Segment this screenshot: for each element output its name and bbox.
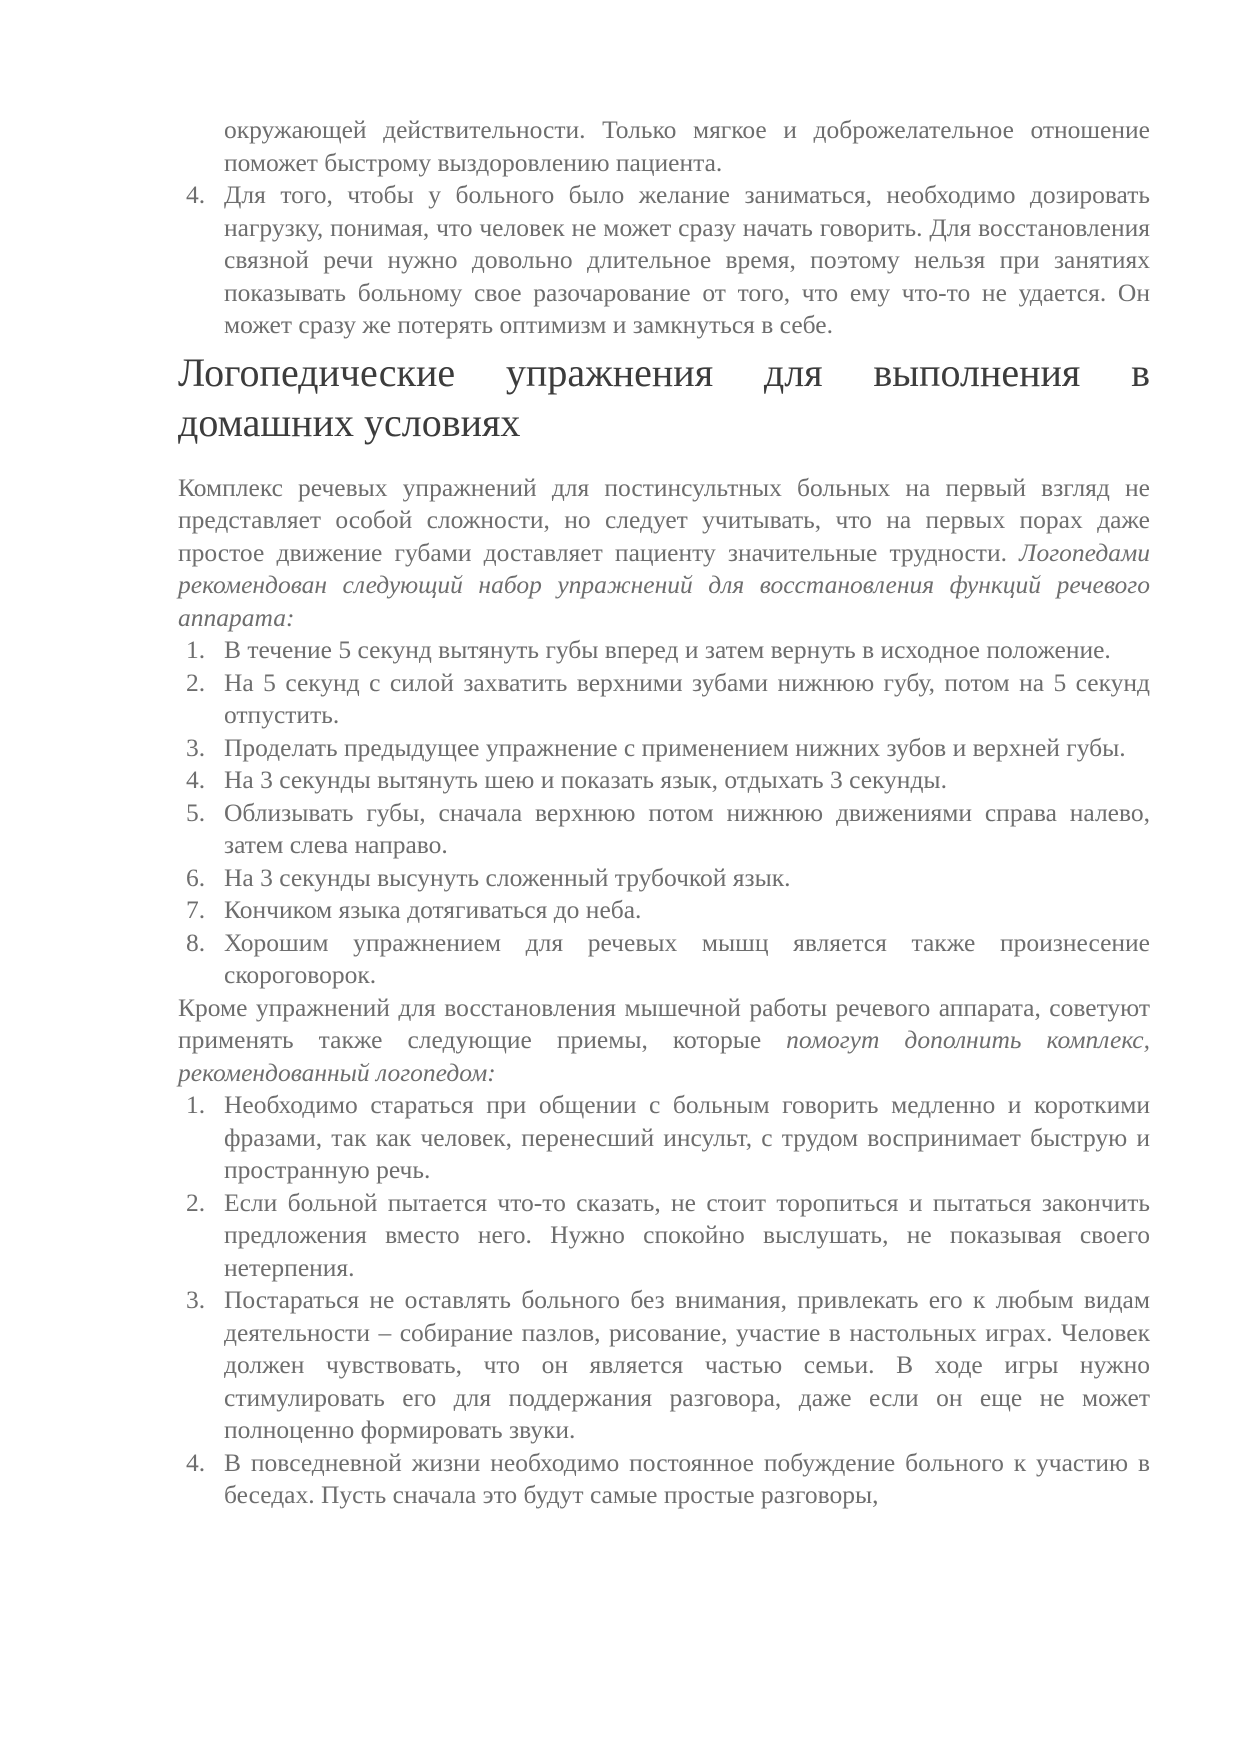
list-number: 7. — [186, 895, 206, 924]
list-number: 1. — [186, 635, 206, 664]
list-item — [178, 1089, 1150, 1187]
list-item-text: Хорошим упражнением для речевых мышц является также произнесение скороговорок. — [224, 927, 1150, 989]
list-number: 6. — [186, 862, 206, 892]
list-item-text: Облизывать губы, сначала верхнюю потом нижнюю движениями справа налево, затем слева направо. — [224, 797, 1150, 859]
list-number: 3. — [186, 1285, 206, 1314]
section-heading: Логопедические упражнения для выполнения в домашних условиях — [178, 349, 1150, 445]
list-item — [178, 927, 1150, 992]
intro-paragraph — [178, 472, 1150, 635]
middle-text: Кроме упражнений для восстановления мышечной работы речевого аппарата, советуют применять также следующие приемы, которые — [178, 992, 1150, 1054]
intro-italic: Логопедами рекомендован следующий набор упражнений для восстановления функций речевого аппарата: — [178, 537, 1150, 632]
list-item — [178, 797, 1150, 862]
list-item-text: Если больной пытается что-то сказать, не стоит торопиться и пытаться закончить предложения вместо него. Нужно спокойно выслушать, не показывая своего нетерпения. — [224, 1187, 1150, 1282]
list-item-text: На 3 секунды высунуть сложенный трубочкой язык. — [224, 862, 791, 892]
middle-paragraph — [178, 992, 1150, 1090]
continued-paragraph: окружающей действительности. Только мягкое и доброжелательное отношение поможет быстрому выздоровлению пациента. — [224, 115, 1150, 177]
list-item-text: Кончиком языка дотягиваться до неба. — [224, 895, 642, 924]
list-item-text: В течение 5 секунд вытянуть губы вперед и затем вернуть в исходное положение. — [224, 635, 1111, 664]
list-number: 4. — [186, 180, 206, 209]
list-number: 5. — [186, 797, 206, 827]
list-item — [178, 894, 1150, 927]
list-item-text: На 3 секунды вытянуть шею и показать язык, отдыхать 3 секунды. — [224, 765, 947, 794]
list-item — [178, 1447, 1150, 1512]
list-item-text: На 5 секунд с силой захватить верхними зубами нижнюю губу, потом на 5 секунд отпустить. — [224, 667, 1150, 729]
list-item-text: Необходимо стараться при общении с больным говорить медленно и короткими фразами, так как человек, перенесший инсульт, с трудом воспринимает быструю и пространную речь. — [224, 1090, 1150, 1184]
list-number: 2. — [186, 1187, 206, 1217]
list-item — [178, 667, 1150, 732]
list-item — [178, 1284, 1150, 1447]
list-item-text: Для того, чтобы у больного было желание заниматься, необходимо дозировать нагрузку, понимая, что человек не может сразу начать говорить. Для восстановления связной речи нужно довольно длительное время, поэтому нельзя при занятиях показывать больному свое разочарование от того, что ему что-то не удается. Он может сразу же потерять оптимизм и замкнуться в себе. — [224, 180, 1150, 339]
list-item-text: В повседневной жизни необходимо постоянное побуждение больного к участию в беседах. Пусть сначала это будут самые простые разговоры, — [224, 1447, 1150, 1509]
list-number: 4. — [186, 765, 206, 794]
list-item — [178, 1187, 1150, 1285]
list-number: 1. — [186, 1090, 206, 1119]
top-list — [178, 179, 1150, 342]
list-item — [178, 764, 1150, 797]
list-item-text: Проделать предыдущее упражнение с применением нижних зубов и верхней губы. — [224, 732, 1126, 762]
list-item — [178, 179, 1150, 342]
list-item — [178, 862, 1150, 895]
exercises-list — [178, 634, 1150, 992]
list-number: 4. — [186, 1447, 206, 1477]
list-number: 8. — [186, 927, 206, 957]
list-number: 2. — [186, 667, 206, 697]
list-item — [178, 634, 1150, 667]
list-item — [178, 732, 1150, 765]
intro-text: Комплекс речевых упражнений для постинсультных больных на первый взгляд не представляет особой сложности, но следует учитывать, что на первых порах даже простое движение губами доставляет пациенту значительные трудности. — [178, 472, 1150, 567]
middle-italic: помогут дополнить комплекс, рекомендованный логопедом: — [178, 1025, 1150, 1087]
list-item-text: Постараться не оставлять больного без внимания, привлекать его к любым видам деятельности – собирание пазлов, рисование, участие в настольных играх. Человек должен чувствовать, что он является частью семьи. В ходе игры нужно стимулировать его для поддержания разговора, даже если он еще не может полноценно формировать звуки. — [224, 1285, 1150, 1444]
tips-list — [178, 1089, 1150, 1512]
list-number: 3. — [186, 732, 206, 762]
